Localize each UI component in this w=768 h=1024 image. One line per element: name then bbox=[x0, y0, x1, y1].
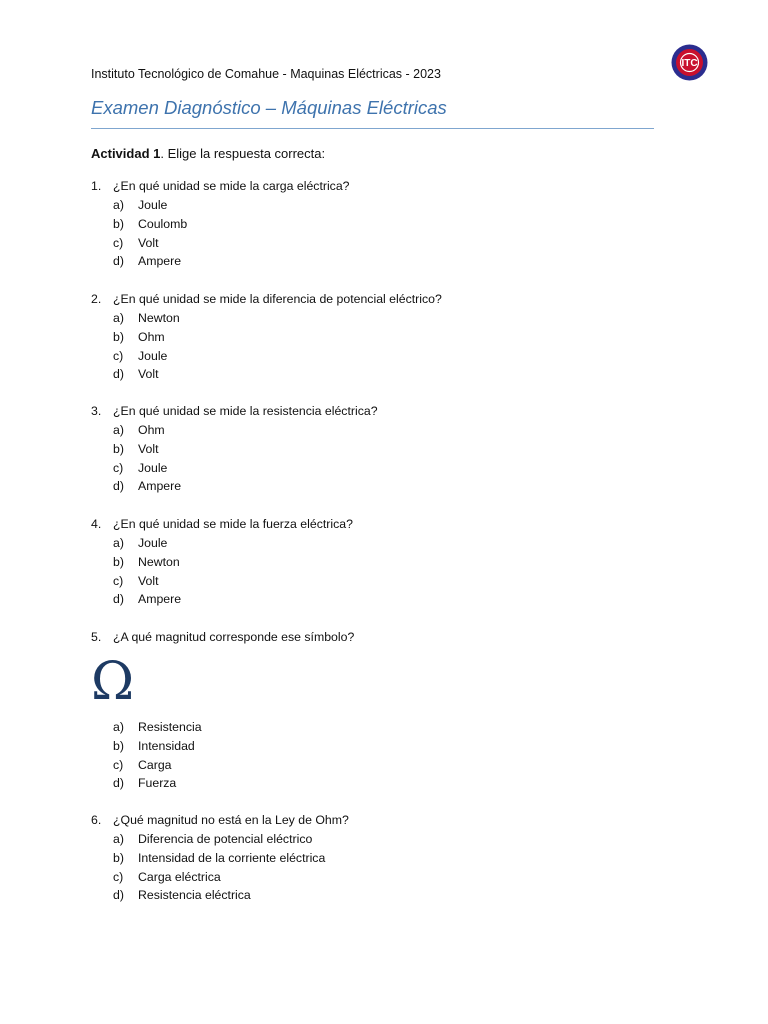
option-letter: b) bbox=[113, 441, 124, 456]
question-5 bbox=[0, 628, 768, 647]
option-text: Joule bbox=[138, 348, 168, 363]
option-letter: a) bbox=[113, 720, 124, 734]
option-text: Resistencia bbox=[138, 720, 202, 734]
question-number: 5. bbox=[91, 630, 102, 644]
itc-logo bbox=[671, 44, 708, 81]
option-a[interactable] bbox=[0, 421, 768, 440]
option-c[interactable] bbox=[0, 572, 768, 591]
option-letter: b) bbox=[113, 329, 124, 344]
question-number: 3. bbox=[91, 404, 102, 418]
option-d[interactable] bbox=[0, 477, 768, 496]
option-text: Joule bbox=[138, 536, 168, 550]
option-text: Ohm bbox=[138, 329, 165, 344]
option-text: Ohm bbox=[138, 423, 165, 437]
question-text: ¿En qué unidad se mide la fuerza eléctrica? bbox=[113, 517, 353, 531]
option-text: Volt bbox=[138, 573, 159, 588]
question-3 bbox=[0, 402, 768, 496]
option-letter: a) bbox=[113, 311, 124, 325]
option-letter: a) bbox=[113, 423, 124, 437]
option-letter: b) bbox=[113, 216, 124, 231]
question-number: 1. bbox=[91, 179, 102, 193]
option-text: Volt bbox=[138, 441, 159, 456]
activity-heading bbox=[91, 146, 325, 161]
option-letter: c) bbox=[113, 757, 124, 772]
question-2 bbox=[0, 290, 768, 384]
option-text: Newton bbox=[138, 311, 180, 325]
option-b[interactable] bbox=[0, 737, 768, 756]
option-text: Newton bbox=[138, 554, 180, 569]
option-letter: a) bbox=[113, 832, 124, 846]
activity-instruction: . Elige la respuesta correcta: bbox=[160, 146, 326, 161]
option-a[interactable] bbox=[0, 309, 768, 328]
option-letter: d) bbox=[113, 367, 124, 382]
option-c[interactable] bbox=[0, 459, 768, 478]
option-text: Volt bbox=[138, 235, 159, 250]
option-letter: b) bbox=[113, 850, 124, 865]
question-text: ¿A qué magnitud corresponde ese símbolo? bbox=[113, 630, 355, 644]
option-text: Intensidad bbox=[138, 738, 195, 753]
option-letter: d) bbox=[113, 479, 124, 494]
option-a[interactable] bbox=[0, 718, 768, 737]
option-a[interactable] bbox=[0, 534, 768, 553]
question-4 bbox=[0, 515, 768, 609]
option-letter: c) bbox=[113, 460, 124, 475]
option-letter: b) bbox=[113, 738, 124, 753]
option-letter: c) bbox=[113, 573, 124, 588]
option-text: Diferencia de potencial eléctrico bbox=[138, 832, 313, 846]
option-c[interactable] bbox=[0, 234, 768, 253]
institution-header: Instituto Tecnológico de Comahue - Maquinas Eléctricas - 2023 bbox=[91, 67, 441, 81]
question-1 bbox=[0, 177, 768, 271]
option-a[interactable] bbox=[0, 830, 768, 849]
omega-symbol: Ω bbox=[91, 652, 135, 712]
option-text: Carga eléctrica bbox=[138, 869, 221, 884]
option-letter: c) bbox=[113, 235, 124, 250]
option-letter: d) bbox=[113, 776, 124, 791]
option-text: Intensidad de la corriente eléctrica bbox=[138, 850, 326, 865]
page-title: Examen Diagnóstico – Máquinas Eléctricas bbox=[91, 97, 447, 118]
option-text: Joule bbox=[138, 198, 168, 212]
option-text: Carga bbox=[138, 757, 172, 772]
question-number: 2. bbox=[91, 292, 102, 306]
option-text: Ampere bbox=[138, 254, 182, 269]
option-letter: a) bbox=[113, 198, 124, 212]
question-text: ¿En qué unidad se mide la diferencia de potencial eléctrico? bbox=[113, 292, 442, 306]
question-6 bbox=[0, 811, 768, 905]
option-d[interactable] bbox=[0, 252, 768, 271]
question-text: ¿En qué unidad se mide la carga eléctrica? bbox=[113, 179, 350, 193]
activity-label: Actividad 1 bbox=[91, 146, 161, 161]
option-letter: d) bbox=[113, 888, 124, 903]
option-b[interactable] bbox=[0, 440, 768, 459]
option-letter: d) bbox=[113, 254, 124, 269]
logo-text: ITC bbox=[681, 58, 698, 70]
option-b[interactable] bbox=[0, 849, 768, 868]
option-text: Ampere bbox=[138, 592, 182, 607]
option-c[interactable] bbox=[0, 868, 768, 887]
question-text: ¿Qué magnitud no está en la Ley de Ohm? bbox=[113, 813, 349, 827]
option-letter: c) bbox=[113, 869, 124, 884]
option-text: Joule bbox=[138, 460, 168, 475]
question-number: 6. bbox=[91, 813, 102, 827]
option-d[interactable] bbox=[0, 365, 768, 384]
option-text: Volt bbox=[138, 367, 159, 382]
question-number: 4. bbox=[91, 517, 102, 531]
option-text: Resistencia eléctrica bbox=[138, 888, 251, 903]
option-letter: d) bbox=[113, 592, 124, 607]
option-d[interactable] bbox=[0, 886, 768, 905]
option-letter: b) bbox=[113, 554, 124, 569]
option-b[interactable] bbox=[0, 215, 768, 234]
option-d[interactable] bbox=[0, 590, 768, 609]
question-text: ¿En qué unidad se mide la resistencia eléctrica? bbox=[113, 404, 378, 418]
option-c[interactable] bbox=[0, 347, 768, 366]
option-text: Fuerza bbox=[138, 776, 177, 791]
option-b[interactable] bbox=[0, 328, 768, 347]
option-c[interactable] bbox=[0, 756, 768, 775]
option-d[interactable] bbox=[0, 774, 768, 793]
option-letter: c) bbox=[113, 348, 124, 363]
question-5-options bbox=[0, 718, 768, 793]
option-text: Ampere bbox=[138, 479, 182, 494]
option-a[interactable] bbox=[0, 196, 768, 215]
option-letter: a) bbox=[113, 536, 124, 550]
option-text: Coulomb bbox=[138, 216, 188, 231]
title-divider bbox=[91, 128, 654, 129]
option-b[interactable] bbox=[0, 553, 768, 572]
